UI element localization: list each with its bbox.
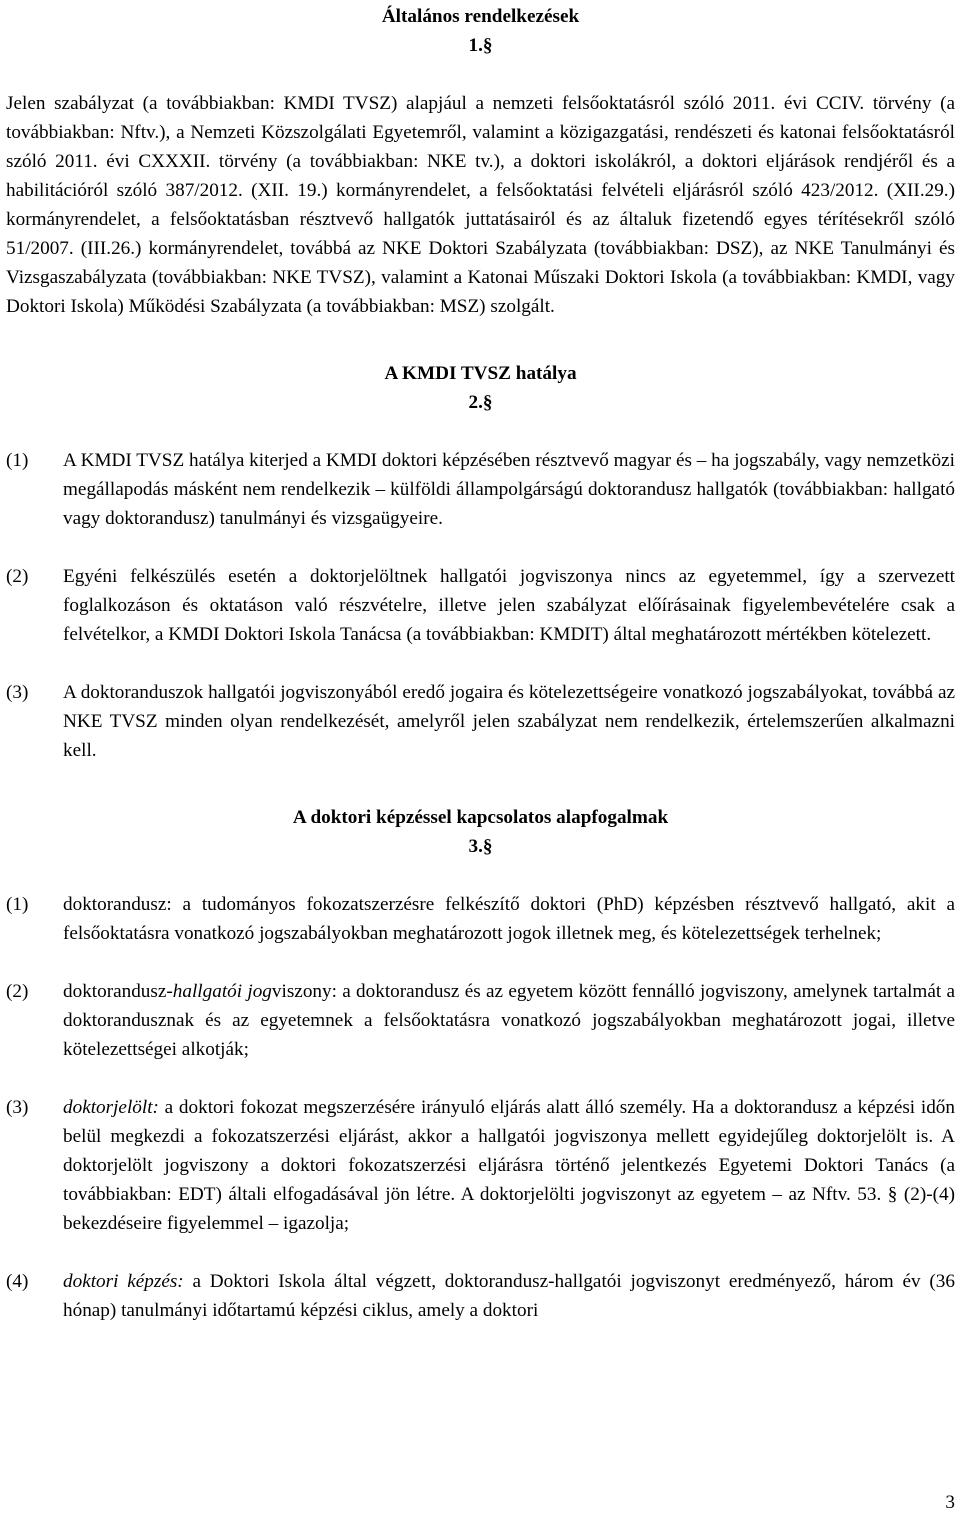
- item-text: [63, 1093, 955, 1238]
- section-1-paragraph: Jelen szabályzat (a továbbiakban: KMDI TVSZ) alapjául a nemzeti felsőoktatásról szóló 2011. évi CCIV. törvény (a továbbiakban: Nftv.), a Nemzeti Közszolgálati Egyetemről, valamint a közigazgatási, rendészeti és katonai felsőoktatásról szóló 2011. évi CXXXII. törvény (a továbbiakban: NKE tv.), a doktori iskolákról, a doktori eljárások rendjéről és a habilitációról szóló 387/2012. (XII. 19.) kormányrendelet, a felsőoktatási felvételi eljárásról szóló 423/2012. (XII.29.) kormányrendelet, a felsőoktatásban résztvevő hallgatók juttatásairól és az általuk fizetendő egyes térítésekről szóló 51/2007. (III.26.) kormányrendelet, továbbá az NKE Doktori Szabályzata (továbbiakban: DSZ), az NKE Tanulmányi és Vizsgaszabályzata (továbbiakban: NKE TVSZ), valamint a Katonai Műszaki Doktori Iskola (a továbbiakban: KMDI, vagy Doktori Iskola) Működési Szabályzata (a továbbiakban: MSZ) szolgált.: [6, 93, 955, 317]
- section-1-number: 1.§: [468, 35, 493, 56]
- section-3-title: A doktori képzéssel kapcsolatos alapfogalmak: [292, 807, 669, 828]
- item-number: (2): [6, 566, 29, 587]
- definition-text: a Doktori Iskola által végzett, doktorandusz-hallgatói jogviszonyt eredményező, három év (36 hónap) tanulmányi időtartamú képzési ciklus, amely a doktori: [63, 1271, 955, 1321]
- section-3-number: 3.§: [468, 836, 493, 857]
- item-text: Egyéni felkészülés esetén a doktorjelöltnek hallgatói jogviszonya nincs az egyetemmel, így a szervezett foglalkozáson és oktatáson való részvételre, illetve jelen szabályzat előírásainak figyelembevételére csak a felvételkor, a KMDI Doktori Iskola Tanácsa (a továbbiakban: KMDIT) által meghatározott mértékben kötelezett.: [63, 566, 955, 645]
- item-number: (2): [6, 981, 29, 1002]
- item-number: (1): [6, 894, 29, 915]
- item-text: A KMDI TVSZ hatálya kiterjed a KMDI doktori képzésében résztvevő magyar és – ha jogszabály, vagy nemzetközi megállapodás másként nem rendelkezik – külföldi állampolgárságú doktorandusz hallgatók (továbbiakban: hallgató vagy doktorandusz) tanulmányi és vizsgaügyeire.: [63, 450, 955, 529]
- item-text: doktorandusz: a tudományos fokozatszerzésre felkészítő doktori (PhD) képzésben résztvevő hallgató, akit a felsőoktatásra vonatkozó jogszabályokban meghatározott jogok illetnek meg, és kötelezettségek terhelnek;: [63, 894, 955, 944]
- definition-text: viszony: a doktorandusz és az egyetem között fennálló jogviszony, amelynek tartalmát a doktorandusznak és az egyetemnek a felsőoktatásra vonatkozó jogszabályokban meghatározott jogai, illetve kötelezettségei alkotják;: [63, 981, 956, 1060]
- section-1-title: Általános rendelkezések: [381, 6, 580, 27]
- item-text: [63, 977, 955, 1064]
- item-number: (1): [6, 450, 29, 471]
- section-2-item-3: [6, 678, 955, 765]
- section-3-item-4: [6, 1267, 955, 1325]
- item-number: (3): [6, 1097, 29, 1118]
- definition-text: a doktori fokozat megszerzésére irányuló eljárás alatt álló személy. Ha a doktorandusz a képzési időn belül megkezdi a fokozatszerzési eljárást, akkor a hallgatói jogviszonya mellett egyidejűleg doktorjelölt is. A doktorjelölt jogviszony a doktori fokozatszerzési eljárásra történő jelentkezés Egyetemi Doktori Tanács (a továbbiakban: EDT) általi elfogadásával jön létre. A doktorjelölti jogviszonyt az egyetem – az Nftv. 53. § (2)-(4) bekezdéseire figyelemmel – igazolja;: [63, 1097, 955, 1234]
- defined-term: doktorjelölt:: [63, 1097, 159, 1118]
- section-2-item-2: [6, 562, 955, 649]
- section-3-item-2: [6, 977, 955, 1064]
- document-page: [6, 0, 955, 1325]
- term-part-b: hallgatói jog: [172, 981, 272, 1002]
- item-text: [63, 1267, 955, 1325]
- section-3-item-1: [6, 890, 955, 948]
- term-part-a: doktorandusz-: [63, 981, 173, 1002]
- item-text: A doktoranduszok hallgatói jogviszonyából eredő jogaira és kötelezettségeire vonatkozó jogszabályokat, továbbá az NKE TVSZ minden olyan rendelkezését, amelyről jelen szabályzat nem rendelkezik, értelemszerűen alkalmazni kell.: [63, 682, 955, 761]
- section-2-item-1: [6, 446, 955, 533]
- section-2-number: 2.§: [468, 392, 493, 413]
- item-number: (4): [6, 1271, 29, 1292]
- page-number: 3: [945, 1492, 955, 1513]
- section-2-title: A KMDI TVSZ hatálya: [384, 363, 577, 384]
- section-3-item-3: [6, 1093, 955, 1238]
- item-number: (3): [6, 682, 29, 703]
- defined-term: doktori képzés:: [63, 1271, 184, 1292]
